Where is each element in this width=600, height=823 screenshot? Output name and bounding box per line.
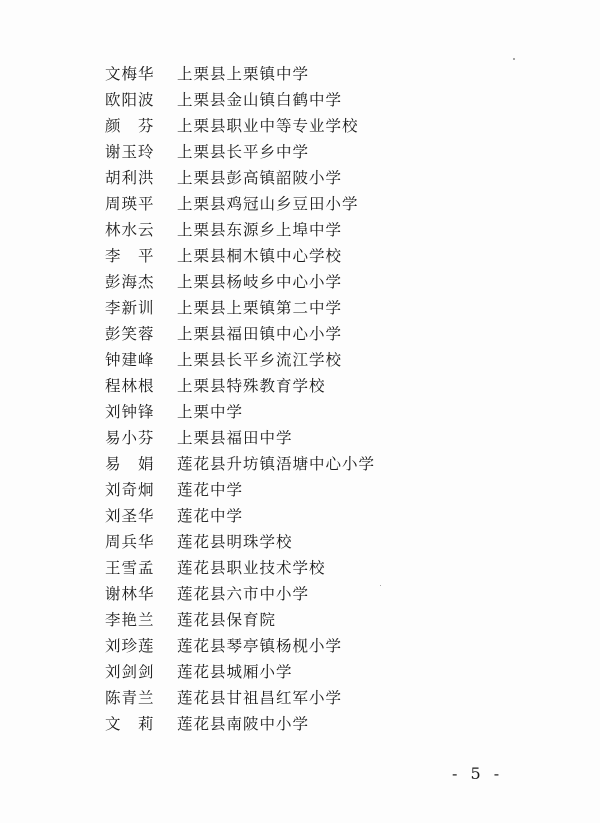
school-name: 莲花县琴亭镇杨枧小学 xyxy=(177,637,343,655)
person-name: 谢玉玲 xyxy=(105,143,155,161)
school-name: 上栗县特殊教育学校 xyxy=(177,377,326,395)
person-name: 颜 芬 xyxy=(105,117,155,135)
list-item xyxy=(105,346,545,372)
person-name: 李 平 xyxy=(105,247,155,265)
person-name: 钟建峰 xyxy=(105,351,155,369)
list-item xyxy=(105,632,545,658)
scan-speck xyxy=(513,58,515,60)
name-list xyxy=(105,60,545,736)
person-name: 李艳兰 xyxy=(105,611,155,629)
scan-speck xyxy=(380,585,381,586)
school-name: 上栗县长平乡流江学校 xyxy=(177,351,343,369)
list-item xyxy=(105,580,545,606)
school-name: 莲花县六市中小学 xyxy=(177,585,310,603)
list-item xyxy=(105,112,545,138)
school-name: 莲花县甘祖昌红军小学 xyxy=(177,689,343,707)
list-item xyxy=(105,476,545,502)
person-name: 陈青兰 xyxy=(105,689,155,707)
list-item xyxy=(105,658,545,684)
school-name: 莲花县明珠学校 xyxy=(177,533,293,551)
school-name: 上栗县东源乡上埠中学 xyxy=(177,221,343,239)
person-name: 欧阳波 xyxy=(105,91,155,109)
list-item xyxy=(105,294,545,320)
school-name: 莲花县南陂中小学 xyxy=(177,715,310,733)
list-item xyxy=(105,86,545,112)
person-name: 王雪孟 xyxy=(105,559,155,577)
person-name: 周兵华 xyxy=(105,533,155,551)
person-name: 易小芬 xyxy=(105,429,155,447)
person-name: 文 莉 xyxy=(105,715,155,733)
school-name: 莲花县保育院 xyxy=(177,611,277,629)
list-item xyxy=(105,398,545,424)
school-name: 上栗县彭高镇韶陂小学 xyxy=(177,169,343,187)
list-item xyxy=(105,554,545,580)
school-name: 莲花中学 xyxy=(177,507,244,525)
list-item xyxy=(105,268,545,294)
person-name: 胡利洪 xyxy=(105,169,155,187)
school-name: 莲花县城厢小学 xyxy=(177,663,293,681)
school-name: 莲花县职业技术学校 xyxy=(177,559,326,577)
person-name: 彭海杰 xyxy=(105,273,155,291)
person-name: 刘钟锋 xyxy=(105,403,155,421)
person-name: 刘珍莲 xyxy=(105,637,155,655)
school-name: 莲花中学 xyxy=(177,481,244,499)
person-name: 谢林华 xyxy=(105,585,155,603)
list-item xyxy=(105,138,545,164)
list-item xyxy=(105,60,545,86)
person-name: 李新训 xyxy=(105,299,155,317)
person-name: 林水云 xyxy=(105,221,155,239)
list-item xyxy=(105,190,545,216)
person-name: 易 娟 xyxy=(105,455,155,473)
list-item xyxy=(105,450,545,476)
school-name: 上栗中学 xyxy=(177,403,244,421)
school-name: 上栗县桐木镇中心学校 xyxy=(177,247,343,265)
school-name: 上栗县杨岐乡中心小学 xyxy=(177,273,343,291)
list-item xyxy=(105,372,545,398)
list-item xyxy=(105,424,545,450)
list-item xyxy=(105,242,545,268)
person-name: 周瑛平 xyxy=(105,195,155,213)
school-name: 上栗县上栗镇第二中学 xyxy=(177,299,343,317)
person-name: 程林根 xyxy=(105,377,155,395)
list-item xyxy=(105,606,545,632)
person-name: 彭笑蓉 xyxy=(105,325,155,343)
list-item xyxy=(105,320,545,346)
school-name: 莲花县升坊镇浯塘中心小学 xyxy=(177,455,376,473)
person-name: 刘剑剑 xyxy=(105,663,155,681)
school-name: 上栗县鸡冠山乡豆田小学 xyxy=(177,195,359,213)
person-name: 刘圣华 xyxy=(105,507,155,525)
school-name: 上栗县职业中等专业学校 xyxy=(177,117,359,135)
list-item xyxy=(105,684,545,710)
list-item xyxy=(105,216,545,242)
school-name: 上栗县长平乡中学 xyxy=(177,143,310,161)
list-item xyxy=(105,164,545,190)
person-name: 文梅华 xyxy=(105,65,155,83)
page-number: - 5 - xyxy=(452,764,504,783)
person-name: 刘奇炯 xyxy=(105,481,155,499)
school-name: 上栗县金山镇白鹤中学 xyxy=(177,91,343,109)
list-item xyxy=(105,502,545,528)
school-name: 上栗县上栗镇中学 xyxy=(177,65,310,83)
list-item xyxy=(105,710,545,736)
school-name: 上栗县福田镇中心小学 xyxy=(177,325,343,343)
list-item xyxy=(105,528,545,554)
school-name: 上栗县福田中学 xyxy=(177,429,293,447)
